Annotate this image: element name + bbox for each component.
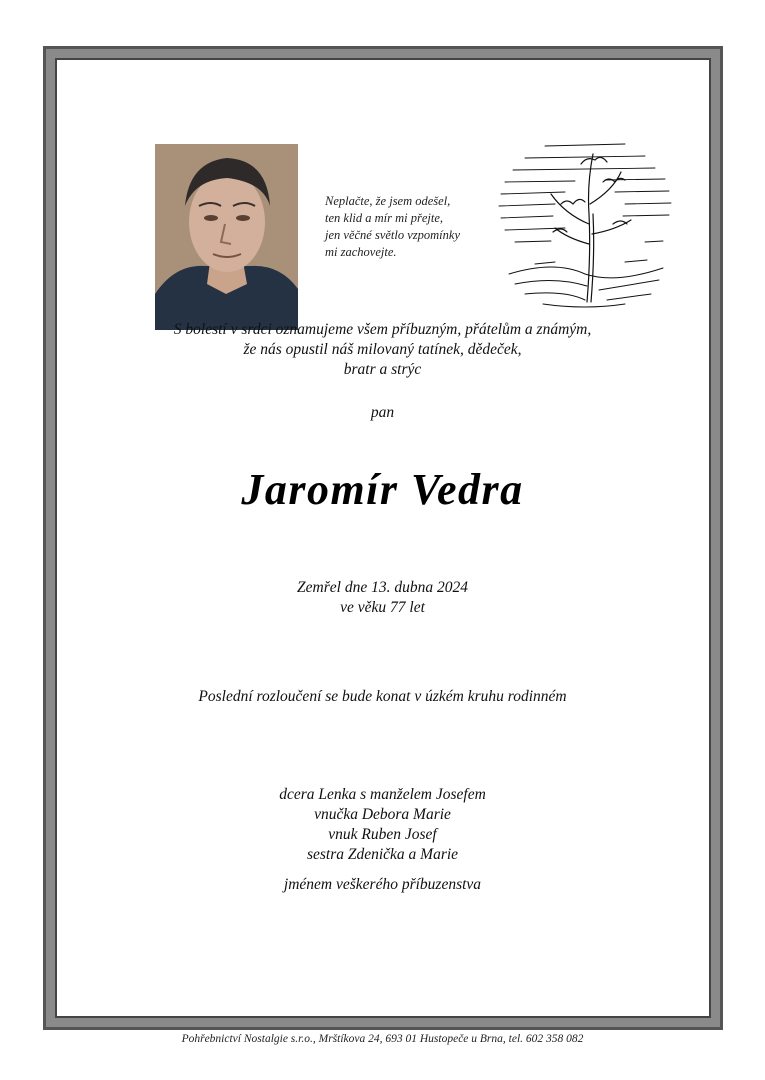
announcement-line: že nás opustil náš milovaný tatínek, dědeček, [243,341,522,358]
mourner: vnučka Debora Marie [314,806,451,823]
deceased-name: Jaromír Vedra [241,465,524,514]
memorial-verse [325,193,495,261]
mourners-list [0,785,765,865]
announcement [0,320,765,380]
portrait-photo [155,144,298,330]
verse-line: mi zachovejte. [325,245,397,259]
funeral-home-footer: Pohřebnictví Nostalgie s.r.o., Mrštíkova 24, 693 01 Hustopeče u Brna, tel. 602 358 082 [181,1033,584,1045]
tree-illustration [495,134,675,312]
age-at-death: ve věku 77 let [340,599,425,616]
mourner: dcera Lenka s manželem Josefem [279,786,486,803]
honorific: pan [370,404,395,421]
on-behalf-line: jménem veškerého příbuzenstva [283,876,482,893]
mourner: sestra Zdenička a Marie [306,846,459,863]
announcement-line: bratr a strýc [343,361,422,378]
death-date: Zemřel dne 13. dubna 2024 [297,579,468,596]
verse-line: Neplačte, že jsem odešel, [325,194,451,208]
verse-line: ten klid a mír mi přejte, [325,211,444,225]
farewell-notice: Poslední rozloučení se bude konat v úzkém kruhu rodinném [198,688,567,705]
notice-panel [55,58,711,1018]
mourner: vnuk Ruben Josef [328,826,437,843]
announcement-line: S bolestí v srdci oznamujeme všem příbuzným, přátelům a známým, [173,321,592,338]
verse-line: jen věčné světlo vzpomínky [325,228,461,242]
death-info [0,578,765,618]
